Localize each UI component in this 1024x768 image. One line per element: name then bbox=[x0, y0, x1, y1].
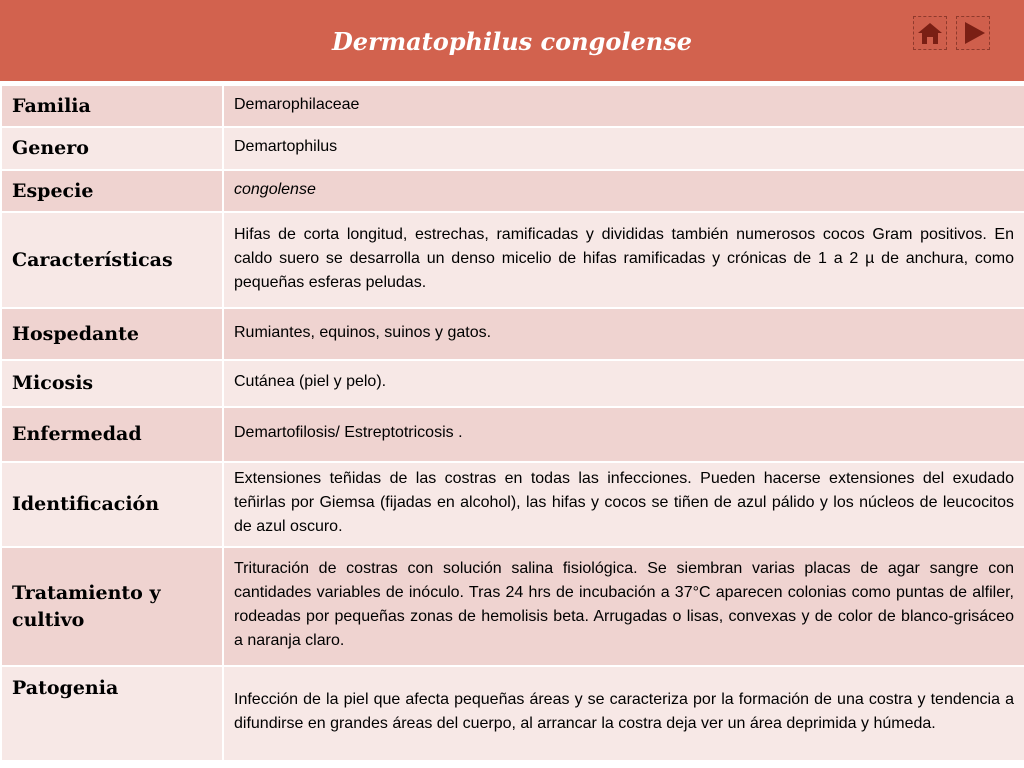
table-row-patogenia bbox=[1, 666, 1024, 761]
table-row-familia bbox=[1, 85, 1024, 127]
page-title: Dermatophilus congolense bbox=[331, 27, 693, 56]
info-table bbox=[0, 84, 1024, 762]
row-label: Tratamiento y cultivo bbox=[1, 547, 223, 666]
row-label: Características bbox=[1, 212, 223, 308]
row-label: Familia bbox=[1, 85, 223, 127]
row-value: Demartofilosis/ Estreptotricosis . bbox=[223, 407, 1024, 462]
row-value: Hifas de corta longitud, estrechas, ramificadas y divididas también numerosos cocos Gram positivos. En caldo suero se desarrolla un denso micelio de hifas ramificadas y crónicas de 1 a 2 µ de anchura, como pequeñas esferas peludas. bbox=[223, 212, 1024, 308]
home-button[interactable] bbox=[913, 16, 947, 50]
row-value: Rumiantes, equinos, suinos y gatos. bbox=[223, 308, 1024, 360]
row-label: Micosis bbox=[1, 360, 223, 407]
row-label: Hospedante bbox=[1, 308, 223, 360]
row-value: Extensiones teñidas de las costras en todas las infecciones. Pueden hacerse extensiones del exudado teñirlas por Giemsa (fijadas en alcohol), las hifas y cocos se tiñen de azul pálido y los núcleos de leucocitos de azul oscuro. bbox=[223, 462, 1024, 547]
row-label: Patogenia bbox=[1, 666, 223, 761]
row-label: Especie bbox=[1, 170, 223, 212]
table-row-caracteristicas bbox=[1, 212, 1024, 308]
row-value: Trituración de costras con solución salina fisiológica. Se siembran varias placas de agar sangre con cantidades variables de inóculo. Tras 24 hrs de incubación a 37°C aparecen colonias como puntas de alfiler, rodeadas por pequeñas zonas de hemolisis beta. Arrugadas o lisas, convexas y de color de blanco-grisáceo a naranja claro. bbox=[223, 547, 1024, 666]
row-value: Demarophilaceae bbox=[223, 85, 1024, 127]
home-icon bbox=[914, 17, 946, 49]
table-row-hospedante bbox=[1, 308, 1024, 360]
table-row-micosis bbox=[1, 360, 1024, 407]
row-value: Demartophilus bbox=[223, 127, 1024, 170]
row-label: Identificación bbox=[1, 462, 223, 547]
table-row-genero bbox=[1, 127, 1024, 170]
row-value: Infección de la piel que afecta pequeñas áreas y se caracteriza por la formación de una costra y tendencia a difundirse en grandes áreas del cuerpo, al arrancar la costra deja ver un área deprimida y húmeda. bbox=[223, 666, 1024, 761]
table-row-identificacion bbox=[1, 462, 1024, 547]
row-label: Genero bbox=[1, 127, 223, 170]
table-row-especie bbox=[1, 170, 1024, 212]
row-value: congolense bbox=[223, 170, 1024, 212]
table-row-enfermedad bbox=[1, 407, 1024, 462]
title-bar bbox=[0, 0, 1024, 83]
table-row-tratamiento bbox=[1, 547, 1024, 666]
row-label: Enfermedad bbox=[1, 407, 223, 462]
play-arrow-icon bbox=[957, 17, 989, 49]
next-slide-button[interactable] bbox=[956, 16, 990, 50]
row-value: Cutánea (piel y pelo). bbox=[223, 360, 1024, 407]
